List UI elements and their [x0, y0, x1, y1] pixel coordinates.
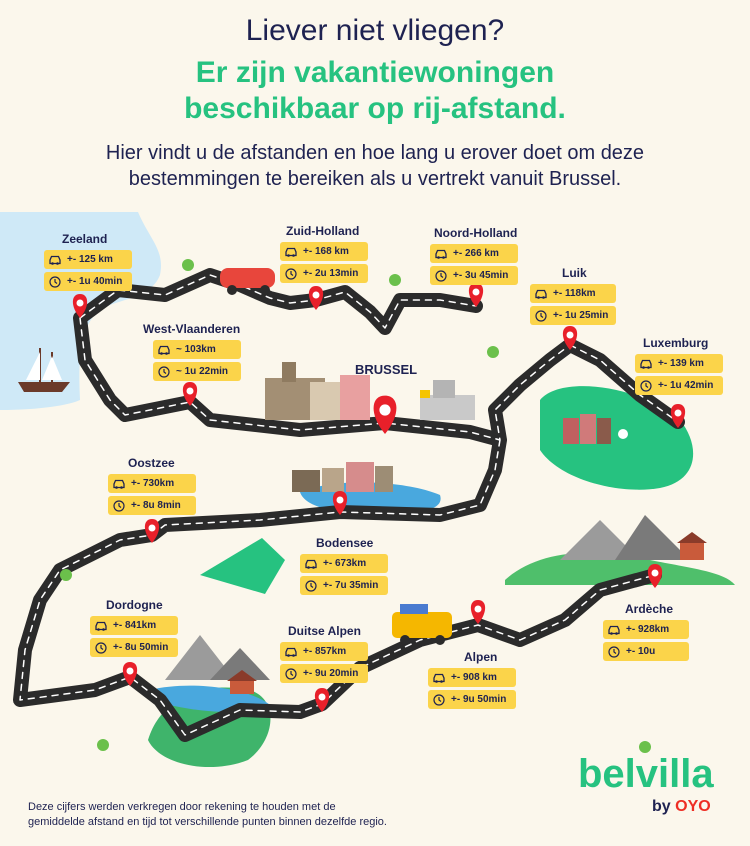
time-value: +- 9u 20min	[303, 668, 359, 679]
time-value: +- 9u 50min	[451, 694, 507, 705]
green-field-luxemburg	[540, 386, 693, 490]
clock-icon	[112, 500, 126, 512]
distance-pill	[430, 244, 518, 263]
destination-bodensee	[300, 536, 388, 595]
time-value: +- 1u 40min	[67, 276, 123, 287]
clock-icon	[639, 380, 653, 392]
destination-duitse-alpen	[280, 624, 368, 683]
car-icon	[284, 646, 298, 658]
logo-by-text: by	[652, 798, 671, 815]
distance-value: +- 908 km	[451, 672, 497, 683]
header-line-2: Er zijn vakantiewoningen	[195, 56, 555, 89]
distance-pill	[428, 668, 516, 687]
subtitle-line-1: Hier vindt u de afstanden en hoe lang u erover doet om deze	[105, 142, 645, 164]
mountain-ardeche-2	[615, 515, 690, 560]
destination-dordogne	[90, 598, 178, 657]
time-pill	[530, 306, 616, 325]
clock-icon	[157, 366, 171, 378]
time-pill	[280, 264, 368, 283]
distance-value: +- 139 km	[658, 358, 704, 369]
distance-value: +- 118km	[553, 288, 596, 299]
time-pill	[300, 576, 388, 595]
destination-name: West-Vlaanderen	[143, 322, 241, 336]
clock-icon	[607, 646, 621, 658]
time-value: +- 3u 45min	[453, 270, 509, 281]
clock-icon	[94, 642, 108, 654]
car-icon	[607, 624, 621, 636]
time-value: +- 7u 35min	[323, 580, 379, 591]
time-value: +- 8u 50min	[113, 642, 169, 653]
destination-luik	[530, 266, 616, 325]
time-pill	[430, 266, 518, 285]
distance-value: +- 730km	[131, 478, 175, 489]
time-value: +- 1u 42min	[658, 380, 714, 391]
distance-value: +- 857km	[303, 646, 347, 657]
oyo-logo	[652, 798, 711, 816]
destination-name: Alpen	[464, 650, 498, 664]
time-pill	[44, 272, 132, 291]
car-icon	[94, 620, 108, 632]
distance-value: +- 673km	[323, 558, 367, 569]
distance-pill	[300, 554, 388, 573]
clock-icon	[534, 310, 548, 322]
footer-note-line-2: gemiddelde afstand en tijd tot verschillende punten binnen dezelfde regio.	[28, 816, 387, 828]
subtitle-line-2: bestemmingen te bereiken als u vertrekt vanuit Brussel.	[128, 168, 622, 190]
logo-oyo-text: OYO	[675, 798, 711, 815]
destination-name: Ardèche	[625, 602, 674, 616]
clock-icon	[48, 276, 62, 288]
destination-name: Oostzee	[128, 456, 175, 470]
house-ardeche	[677, 532, 707, 560]
car-icon	[284, 246, 298, 258]
time-pill	[153, 362, 241, 381]
time-value: +- 1u 25min	[553, 310, 609, 321]
distance-pill	[530, 284, 616, 303]
destination-oostzee	[108, 456, 196, 515]
destination-name: Luik	[562, 266, 587, 280]
clock-icon	[284, 668, 298, 680]
destination-alpen	[428, 650, 516, 709]
car-icon	[48, 254, 62, 266]
car-icon	[432, 672, 446, 684]
header-line-1: Liever niet vliegen?	[245, 14, 505, 47]
footer-note-line-1: Deze cijfers werden verkregen door rekening te houden met de	[28, 801, 336, 813]
time-pill	[428, 690, 516, 709]
clock-icon	[432, 694, 446, 706]
distance-value: +- 928km	[626, 624, 670, 635]
distance-pill	[90, 616, 178, 635]
distance-pill	[44, 250, 132, 269]
distance-pill	[153, 340, 241, 359]
clock-icon	[434, 270, 448, 282]
distance-pill	[635, 354, 723, 373]
car-icon	[434, 248, 448, 260]
time-pill	[280, 664, 368, 683]
destination-zuid-holland	[280, 224, 368, 283]
destination-name: Duitse Alpen	[288, 624, 361, 638]
distance-pill	[108, 474, 196, 493]
distance-value: +- 266 km	[453, 248, 499, 259]
car-icon	[639, 358, 653, 370]
green-field-bodensee	[200, 538, 285, 594]
clock-icon	[304, 580, 318, 592]
car-icon	[112, 478, 126, 490]
footer-note	[28, 800, 488, 830]
time-pill	[90, 638, 178, 657]
car-icon	[157, 344, 171, 356]
belvilla-logo: belvilla	[578, 752, 714, 796]
time-value: +- 2u 13min	[303, 268, 359, 279]
destination-name: Zeeland	[62, 232, 108, 246]
clock-icon	[284, 268, 298, 280]
time-value: +- 10u	[626, 646, 656, 657]
distance-pill	[280, 642, 368, 661]
distance-value: +- 168 km	[303, 246, 349, 257]
car-icon	[534, 288, 548, 300]
time-value: +- 8u 8min	[131, 500, 181, 511]
header-line-3: beschikbaar op rij-afstand.	[184, 92, 566, 125]
destination-name: Zuid-Holland	[286, 224, 360, 238]
distance-value: +- 841km	[113, 620, 157, 631]
destination-luxemburg	[635, 336, 723, 395]
distance-pill	[280, 242, 368, 261]
destination-noord-holland	[430, 226, 518, 285]
car-icon	[304, 558, 318, 570]
time-pill	[635, 376, 723, 395]
time-value: ~ 1u 22min	[176, 366, 228, 377]
distance-value: +- 125 km	[67, 254, 113, 265]
destination-west-vlaanderen	[143, 322, 241, 381]
brussel-label: BRUSSEL	[355, 362, 418, 377]
destination-ardeche	[603, 602, 689, 661]
distance-value: ~ 103km	[176, 344, 216, 355]
destination-name: Noord-Holland	[434, 226, 518, 240]
destination-zeeland	[44, 232, 132, 291]
oostzee-houses	[292, 462, 393, 492]
time-pill	[108, 496, 196, 515]
destination-name: Dordogne	[106, 598, 163, 612]
destination-name: Luxemburg	[643, 336, 709, 350]
destination-name: Bodensee	[316, 536, 374, 550]
time-pill	[603, 642, 689, 661]
distance-pill	[603, 620, 689, 639]
